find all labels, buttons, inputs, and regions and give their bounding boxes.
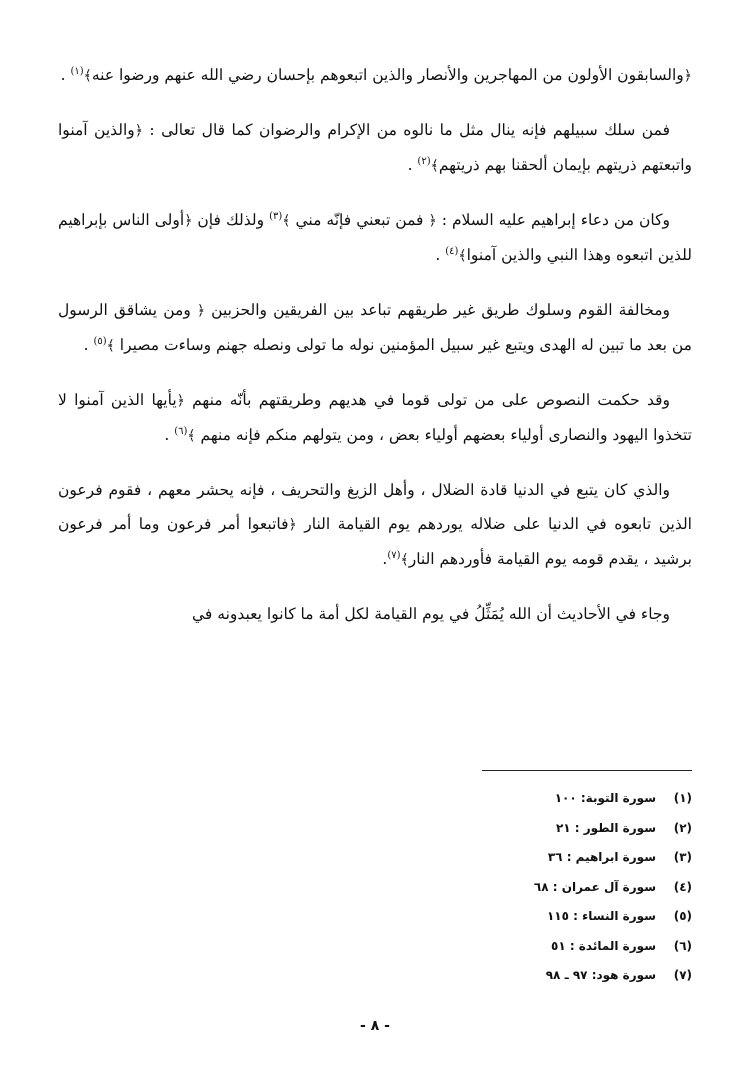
footnote-number: (٧) (673, 968, 692, 982)
paragraph-text: ومن يشاقق الرسول من بعد ما تبين له الهدى ويتبع غير سبيل المؤمنين نوله ما تولى ونصله جهنم وساءت مصيرا (58, 301, 692, 354)
quran-bracket: ﴿ (428, 213, 437, 229)
footnote-number: (٦) (673, 938, 692, 953)
paragraph-text: والذي كان يتبع في الدنيا قادة الضلال ، وأهل الزيغ والتحريف ، فإنه يحشر معهم ، فقوم فرعون الذين تابعوه في الدنيا على ضلاله يوردهم يوم القيامة النار (58, 481, 692, 533)
body-text (58, 58, 692, 631)
quran-bracket: ﴿ (196, 303, 206, 319)
footnote-text: سورة المائدة : ٥١ (551, 938, 656, 953)
quran-bracket: ﴾ (282, 213, 291, 229)
footnote-reference: (٢) (417, 155, 431, 167)
footnote (392, 873, 692, 903)
page-number: - ٨ - (360, 1018, 390, 1034)
paragraph (58, 597, 692, 631)
quran-bracket: ﴾ (458, 248, 467, 264)
paragraph (58, 473, 692, 577)
footnote-reference: (٥) (93, 335, 107, 347)
paragraph-text: وجاء في الأحاديث أن الله يُمَثِّلُ في يوم القيامة لكل أمة ما كانوا يعبدونه في (192, 605, 670, 623)
paragraph-text: وقد حكمت النصوص على من تولى قوما في هديهم وطريقتهم بأنّه منهم (184, 391, 671, 409)
paragraph-text: ولذلك فإن (192, 211, 270, 229)
footnote-number: (٣) (673, 850, 692, 864)
footnote-number: (٢) (673, 820, 692, 835)
paragraph (58, 113, 692, 183)
paragraph-text: . (407, 156, 418, 174)
quran-bracket: ﴿ (683, 68, 692, 84)
quran-bracket: ﴿ (184, 213, 193, 229)
footnote-reference: (١) (70, 65, 84, 77)
footnote-number: (٤) (673, 879, 692, 894)
footnote (392, 784, 692, 814)
footnote (392, 932, 692, 962)
paragraph (58, 58, 692, 93)
footnote-text: سورة هود: ٩٧ ـ ٩٨ (545, 968, 656, 982)
paragraph-text: فاتبعوا أمر فرعون وما أمر فرعون برشيد ، يقدم قومه يوم القيامة فأوردهم النار (58, 515, 692, 568)
quran-bracket: ﴾ (400, 552, 409, 568)
quran-bracket: ﴾ (83, 68, 92, 84)
quran-bracket: ﴾ (430, 158, 439, 174)
footnote-reference: (٧) (387, 549, 401, 561)
footnote-reference: (٤) (445, 245, 459, 257)
paragraph-text: والسابقون الأولون من المهاجرين والأنصار والذين اتبعوهم بإحسان رضي الله عنهم ورضوا عنه (91, 66, 684, 84)
footnote (392, 961, 692, 991)
footnote-text: سورة الطور : ٢١ (555, 820, 656, 835)
paragraph-text: والذين آمنوا واتبعتهم ذريتهم بإيمان ألحقنا بهم ذريتهم (58, 121, 692, 174)
paragraph (58, 293, 692, 363)
footnote-list (392, 784, 692, 991)
footnote-text: سورة التوبة: ١٠٠ (554, 791, 656, 805)
paragraph-text: فمن تبعني فإنّه مني (290, 211, 429, 229)
footnote-text: سورة النساء : ١١٥ (546, 909, 656, 923)
paragraph (58, 383, 692, 453)
footnote-text: سورة ابراهيم : ٣٦ (547, 850, 656, 864)
footnote-number: (١) (673, 791, 692, 805)
footnote-number: (٥) (673, 909, 692, 923)
paragraph-text: يأيها الذين آمنوا لا تتخذوا اليهود والنصارى أولياء بعضهم أولياء بعض ، ومن يتولهم منكم فإنه منهم (58, 391, 692, 444)
book-page (58, 58, 692, 1078)
paragraph-text: . (382, 550, 388, 568)
paragraph-text: أولى الناس بإبراهيم للذين اتبعوه وهذا النبي والذين آمنوا (58, 211, 692, 264)
quran-bracket: ﴿ (288, 517, 297, 533)
paragraph-text: . (435, 246, 446, 264)
paragraph-text: . (60, 66, 71, 84)
paragraph-text: . (164, 426, 175, 444)
footnote-text: سورة آل عمران : ٦٨ (533, 879, 656, 894)
footnote (392, 843, 692, 873)
quran-bracket: ﴾ (187, 428, 196, 444)
paragraph-text: فمن سلك سبيلهم فإنه ينال مثل ما نالوه من الإكرام والرضوان كما قال تعالى : (143, 121, 670, 139)
footnote (392, 902, 692, 932)
footnote-reference: (٦) (174, 425, 188, 437)
footnote-reference: (٣) (269, 210, 283, 222)
paragraph-text: . (83, 336, 94, 354)
quran-bracket: ﴿ (134, 123, 143, 139)
footnote-divider (482, 770, 692, 771)
footnote (392, 814, 692, 844)
quran-bracket: ﴿ (176, 393, 185, 409)
paragraph-text: ومخالفة القوم وسلوك طريق غير طريقهم تباعد بين الفريقين والحزبين (205, 301, 670, 319)
quran-bracket: ﴾ (106, 338, 115, 354)
paragraph (58, 203, 692, 273)
paragraph-text: وكان من دعاء إبراهيم عليه السلام : (436, 211, 670, 229)
